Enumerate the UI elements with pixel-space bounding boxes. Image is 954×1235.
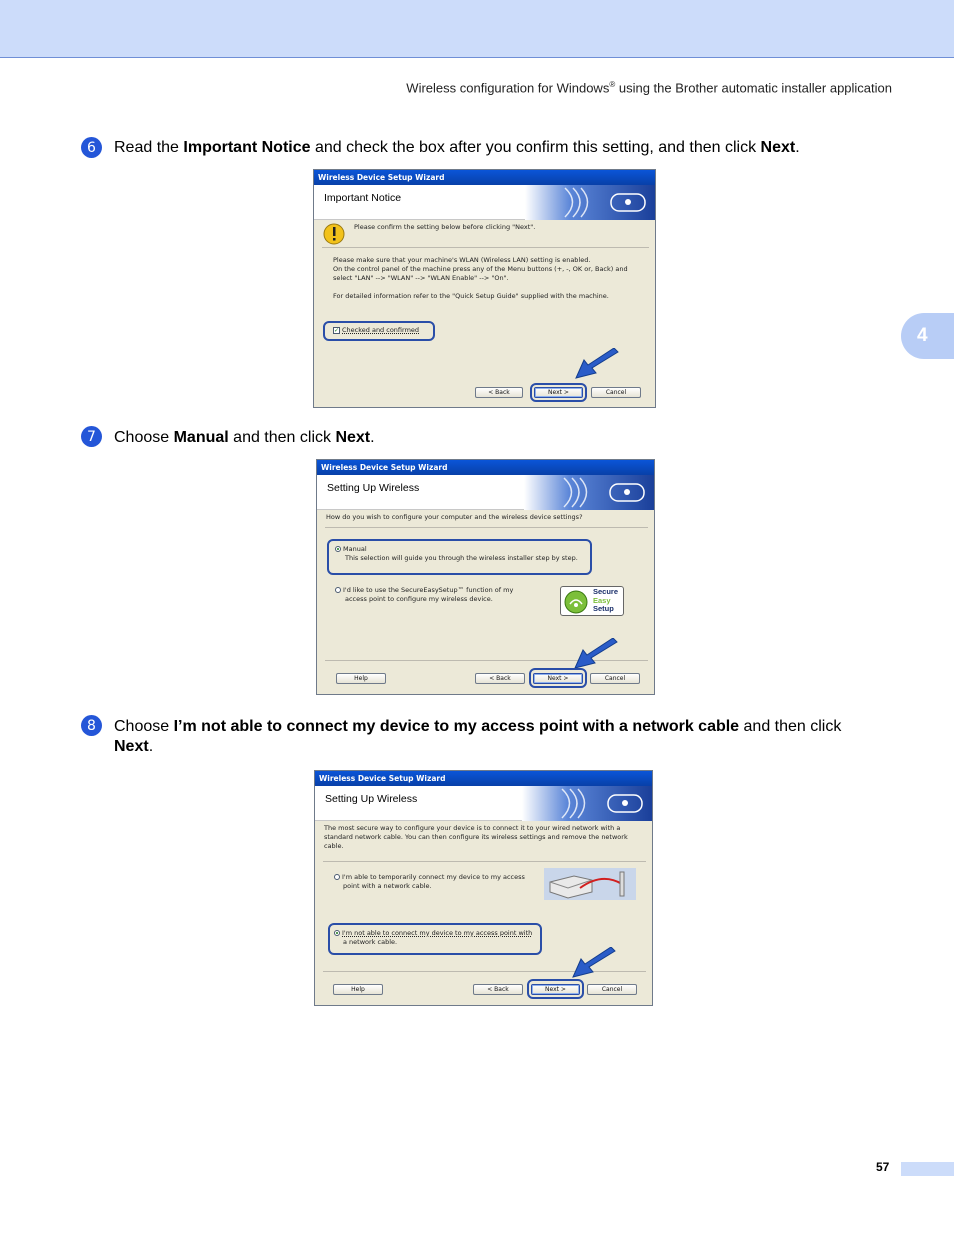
question-text: How do you wish to configure your computer and the wireless device settings? — [326, 513, 583, 521]
secure-easy-setup-radio[interactable]: I'd like to use the SecureEasySetup™ function of my — [335, 586, 513, 595]
pointer-arrow-icon — [574, 348, 620, 380]
cancel-button[interactable]: Cancel — [590, 673, 640, 684]
cancel-button[interactable]: Cancel — [587, 984, 637, 995]
chapter-tab: 4 — [901, 313, 954, 359]
confirmed-checkbox[interactable]: ✓ Checked and confirmed — [334, 326, 420, 334]
warning-icon — [323, 223, 345, 245]
next-button[interactable]: Next > — [534, 387, 583, 398]
back-button[interactable]: < Back — [473, 984, 523, 995]
next-button[interactable]: Next > — [531, 984, 580, 995]
page-number-bar — [901, 1162, 954, 1176]
step-7-text: Choose Manual and then click Next. — [114, 429, 375, 446]
help-button[interactable]: Help — [336, 673, 386, 684]
manual-description: This selection will guide you through the wireless installer step by step. — [345, 554, 578, 562]
dialog-header-title: Setting Up Wireless — [325, 793, 418, 805]
dialog-manual-setup — [316, 459, 655, 695]
manual-radio[interactable]: Manual — [335, 545, 367, 554]
intro-line: standard network cable. You can then configure its wireless settings and remove the network — [324, 833, 628, 841]
info-line: select "LAN" --> "WLAN" --> "WLAN Enable" --> "On". — [333, 274, 509, 282]
secure-easy-setup-icon — [564, 590, 588, 614]
logo-text-easy: Easy — [593, 595, 611, 605]
secure-easy-setup-logo — [560, 586, 624, 616]
dialog-header-title: Important Notice — [324, 192, 402, 204]
dialog-title-bar: Wireless Device Setup Wizard — [317, 460, 654, 475]
notice-text: Please confirm the setting below before clicking "Next". — [354, 223, 536, 231]
info-line: For detailed information refer to the "Quick Setup Guide" supplied with the machine. — [333, 292, 609, 300]
wireless-logo-icon — [524, 475, 654, 510]
dialog-network-cable — [314, 770, 653, 1006]
divider — [323, 861, 646, 862]
no-cable-radio[interactable]: I'm not able to connect my device to my access point with — [334, 929, 532, 938]
page-number: 57 — [876, 1160, 890, 1174]
dialog-header-title: Setting Up Wireless — [327, 482, 420, 494]
pointer-arrow-icon — [571, 947, 617, 979]
step-8-text: Choose I’m not able to connect my device to my access point with a network cable and then click Next. — [114, 718, 842, 755]
divider — [325, 527, 648, 528]
printer-cable-illustration-icon — [544, 868, 636, 900]
cancel-button[interactable]: Cancel — [591, 387, 641, 398]
back-button[interactable]: < Back — [475, 673, 525, 684]
step-6-text: Read the Important Notice and check the box after you confirm this setting, and then click Next. — [114, 139, 800, 156]
cable-connect-radio[interactable]: I'm able to temporarily connect my device to my access — [334, 873, 525, 882]
step-7-number: 7 — [81, 426, 102, 447]
info-line: On the control panel of the machine press any of the Menu buttons (+, -, OK or, Back) and — [333, 265, 628, 273]
logo-text-secure: Secure — [593, 587, 619, 596]
no-cable-description: a network cable. — [343, 938, 398, 946]
dialog-title-bar: Wireless Device Setup Wizard — [315, 771, 652, 786]
dialog-header — [317, 475, 654, 510]
wireless-logo-icon — [525, 185, 655, 220]
intro-line: The most secure way to configure your device is to connect it to your wired network with a — [324, 824, 621, 832]
info-line: Please make sure that your machine's WLAN (Wireless LAN) setting is enabled. — [333, 256, 591, 264]
secure-easy-setup-description: access point to configure my wireless device. — [345, 595, 493, 603]
step-8-number: 8 — [81, 715, 102, 736]
dialog-title-bar: Wireless Device Setup Wizard — [314, 170, 655, 185]
help-button[interactable]: Help — [333, 984, 383, 995]
dialog-header — [314, 185, 655, 220]
wireless-logo-icon — [522, 786, 652, 821]
dialog-important-notice — [313, 169, 656, 408]
divider — [322, 247, 649, 248]
cable-connect-description: point with a network cable. — [343, 882, 432, 890]
running-header: Wireless configuration for Windows® using the Brother automatic installer application — [406, 80, 892, 96]
back-button[interactable]: < Back — [475, 387, 523, 398]
logo-text-setup: Setup — [593, 604, 614, 613]
dialog-header — [315, 786, 652, 821]
next-button[interactable]: Next > — [533, 673, 583, 684]
pointer-arrow-icon — [573, 638, 619, 670]
top-header-band — [0, 0, 954, 58]
step-6-number: 6 — [81, 137, 102, 158]
intro-line: cable. — [324, 842, 344, 850]
